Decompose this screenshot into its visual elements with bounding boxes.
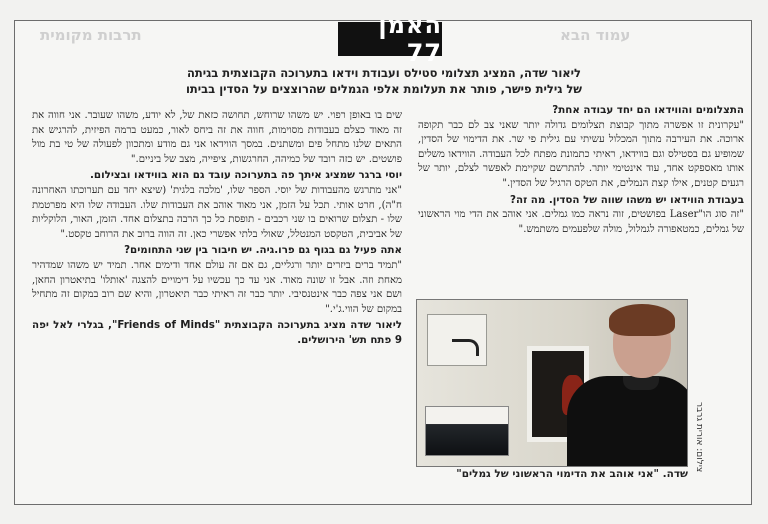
answer-4: "תמיד ברים ביזרים יותר ורגליים, גם אם זה עולם אחד ודימים אחר. תמיד יש משהו שמדהיר מאחת וזה. אבל זו שונה מאוד. אני עד כך עכשיו על דימויים להצגה 'אותלו' בתיאטרון החאן, ושם אני צפה כבר אינטנסיבי. יותר כבר זה ראיתי כבר תיאטרון, והיא שם רוב במקום זה מתחיל במקום של הווי.ג'י." bbox=[32, 259, 402, 315]
question-3: יוסי ברגר שמציג איתך פה בתערוכה עובד גם הוא בווידאו ובצילום. bbox=[90, 169, 402, 182]
article-column-right bbox=[418, 102, 744, 238]
framed-artwork-camel bbox=[427, 314, 487, 366]
artist-photo bbox=[416, 299, 688, 467]
framed-artwork-landscape bbox=[425, 406, 509, 456]
lead-paragraph bbox=[150, 65, 618, 97]
answer-continued: שים בו באופן רפוי. יש משהו שרוחש, תחושה כזאת של, לא יודע, משהו שעובר. אני חווה את זה מאוד כצלם בעבודות מסוימות, חווה את זה ביחס לאור, כמעט ברמה הפיזית, להרגיש את התאים שלנו מתחל פים ומשתנים. במסך הווידאו אני גם מודע ומתכוון לפעולה של טי בת מול פושטים. יש כזה רובד של כמיהה, החרגשות, ציפייה, מצב של ביניים." bbox=[32, 110, 402, 165]
page-title: האמן 77 bbox=[338, 22, 442, 56]
person-silhouette bbox=[567, 376, 688, 467]
photo-credit: צילום: אורית גרבר bbox=[694, 401, 704, 472]
photo-caption: שדה. "אני אוהב את הדימוי הראשוני של גמלים" bbox=[456, 468, 688, 480]
ghost-header-right: עמוד הבא bbox=[560, 26, 631, 44]
answer-3: "אני מתרגש מהעבודות של יוסי. הספר שלו, 'מלכה בלגית' (שיצא יחד עם תערוכתו האחרונה ח"ה), חרט אותי. תכל על הזמן, אני מאוד אוהב את העבודות שלו. העבודה שלו היא מפרטמת שלו - תצלום שרואים בו שני רכבים - תופסת כל כך הרבה בתצלום אחד. הזמן, האור, הלוקליות של אביבית, הטקסט המנטלל, שאולי בלתי אפשרי כאן. זה הווה ברוב את הרוחב טקסט." bbox=[32, 184, 402, 240]
article-column-left bbox=[32, 109, 402, 349]
answer-2: "זה סוג הו"Laser בפושטים, זוה נראה כמו גמלים. אני אוהב את הדי מוי הראשוני של גמלים, כמטאפורה לגמלול, מולה שלפעמים משתמש." bbox=[418, 209, 744, 235]
question-2: בעבודת הווידאו יש משהו שווה של הסדין. מה זה? bbox=[510, 193, 744, 206]
exhibition-note: ליאור שדה מציג בתערוכה הקבוצתית "Friends of Minds", בגלרי לאל יפה 9 פתח תש' הירושלים. bbox=[32, 319, 402, 346]
lead-line-2: של גילית פישר, פותר את תעלומת אלפי הגמלים שהרוצצים על הסדין בביתו bbox=[185, 82, 583, 96]
question-1: התצלומים והווידאו הם יחד עבודה אחת? bbox=[552, 104, 744, 116]
question-4: אתה פעיל גם בגוף גם פרו.גיה. יש חיבור בין שני התחומים? bbox=[124, 244, 402, 257]
ghost-header-left: תרבות מקומית bbox=[40, 26, 142, 44]
answer-1: "עקרונית זו אפשרה מתוך קבוצת תצלומים גדולה יותר שאני צב לם כבר תקופה ארוכה. את העירבה מתוך המכלול עשיתי עם גילית פי שר. את הדימוי של הסדין, שמופיע גם בסטילס וגם בווידאו, ראיתי כתמונת מפתח לכל העבודה. הווידאו משלים אותו מאספקט אחד, עוד אינטימי יותר. להתרשם שקיימת לאפשר לצלם, יותר של רגעים קטנים, אילו קצת הנמלים, את הטקס הרגיל של הסדין." bbox=[418, 119, 744, 189]
lead-line-1: ליאור שדה, המציג תצלומי סטילס ועבודת וידאו בתערוכה הקבוצתית בגיתה bbox=[186, 66, 582, 80]
